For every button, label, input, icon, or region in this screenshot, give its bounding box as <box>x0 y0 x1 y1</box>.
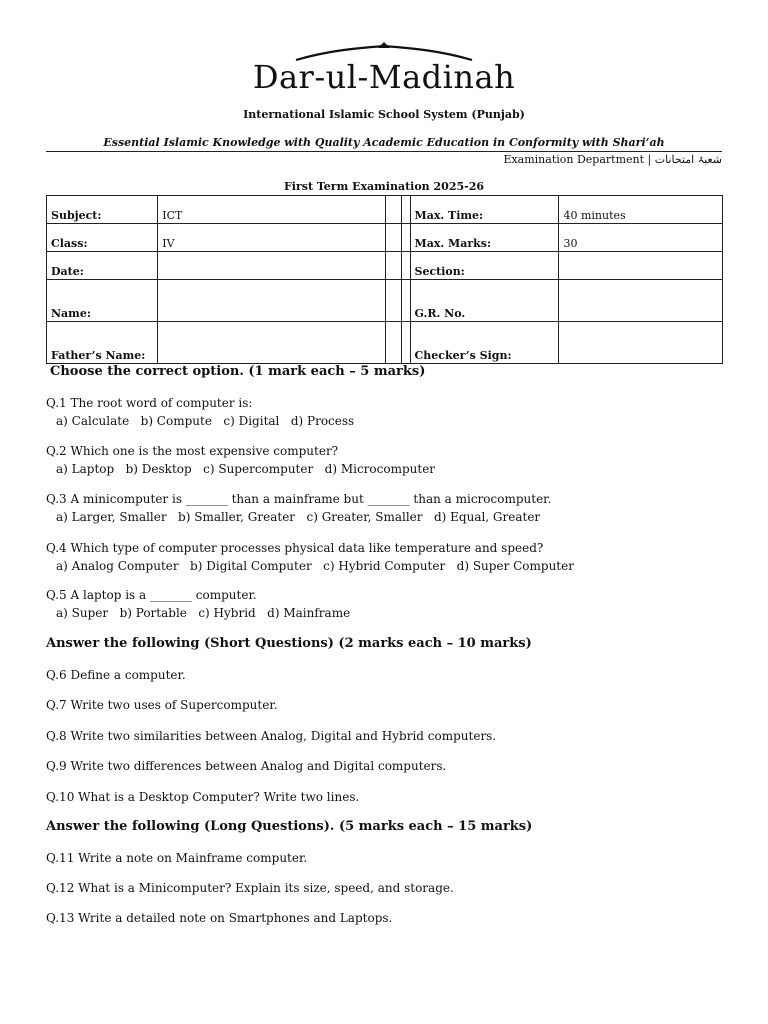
table-cell-label: Max. Time: <box>410 196 559 224</box>
table-spacer <box>401 252 410 280</box>
tagline: Essential Islamic Knowledge with Quality Academic Education in Conformity with Shari’ah <box>103 136 665 149</box>
table-spacer <box>401 196 410 224</box>
table-spacer <box>401 322 410 364</box>
table-cell-value[interactable] <box>158 322 385 364</box>
question-8: Q.8 Write two similarities between Analog, Digital and Hybrid computers. <box>46 729 497 743</box>
table-cell-value[interactable] <box>158 252 385 280</box>
table-cell-label: G.R. No. <box>410 280 559 322</box>
question-9: Q.9 Write two differences between Analog and Digital computers. <box>46 759 447 773</box>
table-cell-label: Class: <box>47 224 158 252</box>
section-heading-mcq: Choose the correct option. (1 mark each – 5 marks) <box>50 364 426 379</box>
department-label: Examination Department | شعبۂ امتحانات <box>503 153 722 166</box>
question-4-options: a) Analog Computer b) Digital Computer c) Hybrid Computer d) Super Computer <box>56 559 574 573</box>
table-row <box>47 252 723 280</box>
table-cell-label: Name: <box>47 280 158 322</box>
table-cell-label: Date: <box>47 252 158 280</box>
question-7: Q.7 Write two uses of Supercomputer. <box>46 698 278 712</box>
table-row <box>47 280 723 322</box>
table-cell-value[interactable] <box>559 322 723 364</box>
table-cell-label: Max. Marks: <box>410 224 559 252</box>
table-cell-label: Checker’s Sign: <box>410 322 559 364</box>
section-heading-long: Answer the following (Long Questions). (5 marks each – 15 marks) <box>46 819 533 834</box>
table-spacer <box>401 224 410 252</box>
question-11: Q.11 Write a note on Mainframe computer. <box>46 851 308 865</box>
school-name: International Islamic School System (Punjab) <box>243 108 525 121</box>
question-10: Q.10 What is a Desktop Computer? Write two lines. <box>46 790 360 804</box>
table-spacer <box>385 280 401 322</box>
table-cell-value[interactable]: IV <box>158 224 385 252</box>
table-spacer <box>385 224 401 252</box>
question-2: Q.2 Which one is the most expensive computer? <box>46 444 339 458</box>
logo <box>0 40 768 100</box>
table-cell-label: Father’s Name: <box>47 322 158 364</box>
table-cell-value[interactable] <box>158 280 385 322</box>
table-cell-value[interactable]: ICT <box>158 196 385 224</box>
table-row <box>47 322 723 364</box>
logo-text: Dar-ul-Madinah <box>252 58 516 96</box>
table-cell-value[interactable] <box>559 252 723 280</box>
question-4: Q.4 Which type of computer processes physical data like temperature and speed? <box>46 541 544 555</box>
question-1: Q.1 The root word of computer is: <box>46 396 253 410</box>
question-3: Q.3 A minicomputer is _______ than a mainframe but _______ than a microcomputer. <box>46 492 552 506</box>
table-cell-label: Section: <box>410 252 559 280</box>
question-1-options: a) Calculate b) Compute c) Digital d) Process <box>56 414 355 428</box>
question-5-options: a) Super b) Portable c) Hybrid d) Mainframe <box>56 606 351 620</box>
section-heading-short: Answer the following (Short Questions) (2 marks each – 10 marks) <box>46 636 532 651</box>
question-6: Q.6 Define a computer. <box>46 668 186 682</box>
table-row <box>47 224 723 252</box>
table-spacer <box>385 196 401 224</box>
table-cell-value[interactable] <box>559 280 723 322</box>
question-13: Q.13 Write a detailed note on Smartphones and Laptops. <box>46 911 393 925</box>
table-row <box>47 196 723 224</box>
question-3-options: a) Larger, Smaller b) Smaller, Greater c) Greater, Smaller d) Equal, Greater <box>56 510 541 524</box>
table-cell-value[interactable]: 30 <box>559 224 723 252</box>
exam-title: First Term Examination 2025-26 <box>284 180 484 193</box>
question-12: Q.12 What is a Minicomputer? Explain its size, speed, and storage. <box>46 881 454 895</box>
question-2-options: a) Laptop b) Desktop c) Supercomputer d) Microcomputer <box>56 462 436 476</box>
table-spacer <box>385 322 401 364</box>
table-cell-label: Subject: <box>47 196 158 224</box>
header-divider <box>46 151 722 152</box>
question-5: Q.5 A laptop is a _______ computer. <box>46 588 257 602</box>
student-info-table <box>46 195 723 364</box>
table-spacer <box>385 252 401 280</box>
table-cell-value[interactable]: 40 minutes <box>559 196 723 224</box>
table-spacer <box>401 280 410 322</box>
